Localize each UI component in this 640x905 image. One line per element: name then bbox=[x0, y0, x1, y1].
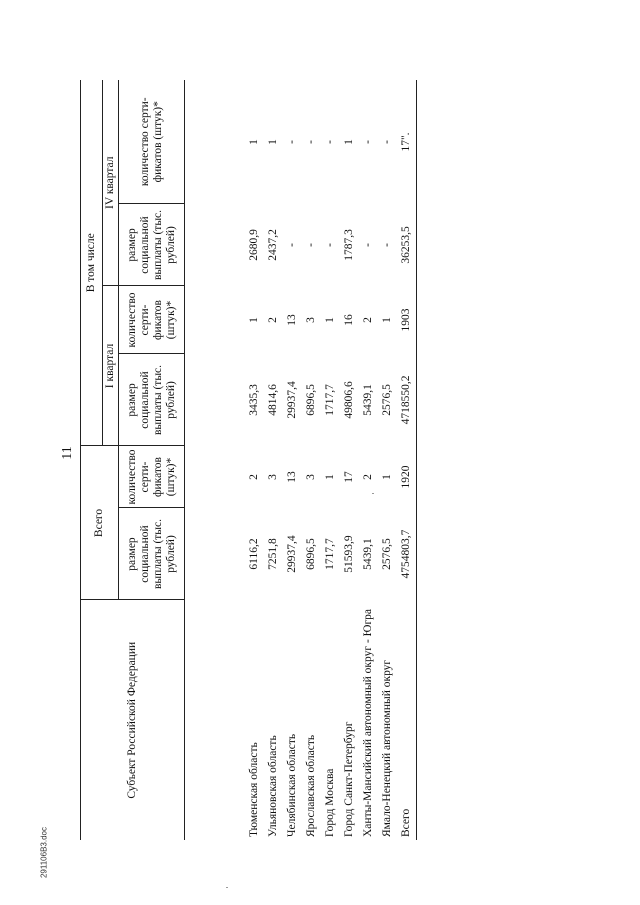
subject-name: Всего bbox=[397, 600, 417, 840]
subject-name: Тюменская область bbox=[248, 742, 260, 837]
total-payment: 51593,9 bbox=[343, 535, 355, 573]
total-payment: 7251,8 bbox=[267, 538, 279, 570]
q1-payment: 1717,7 bbox=[324, 384, 336, 416]
q4-header: IV квартал bbox=[103, 80, 119, 286]
table-row bbox=[245, 80, 264, 840]
q1-header: I квартал bbox=[103, 286, 119, 446]
table-header bbox=[81, 80, 185, 840]
subject-header: Субъект Российской Федерации bbox=[81, 600, 185, 840]
q1-certificates: 2 bbox=[267, 317, 279, 323]
q4-certificates: - bbox=[381, 140, 393, 144]
q4-certificates: 17". bbox=[397, 80, 417, 204]
subject-name: Ханты-Мансийский автономный округ - Югра bbox=[362, 608, 374, 837]
table-body bbox=[185, 80, 417, 840]
q1-certificates: 1 bbox=[324, 317, 336, 323]
total-certificates: 1 bbox=[381, 474, 393, 480]
table-row bbox=[321, 80, 340, 840]
q1-certificates: 1903 bbox=[397, 286, 417, 354]
subject-name: Челябинская область bbox=[286, 733, 298, 837]
q4-payment: - bbox=[381, 243, 393, 247]
q4-payment: - bbox=[324, 243, 336, 247]
q1-certificates: 1 bbox=[381, 317, 393, 323]
q4-certificates: 1 bbox=[343, 139, 355, 145]
table-row bbox=[378, 80, 397, 840]
total-certificates: 17 bbox=[343, 471, 355, 483]
table-row bbox=[302, 80, 321, 840]
total-certificates: 1920 bbox=[397, 446, 417, 508]
q4-payment: 36253,5 bbox=[397, 204, 417, 286]
q1-payment: 6896,5 bbox=[305, 384, 317, 416]
q1-payment: 3435,3 bbox=[248, 384, 260, 416]
q1-certificates: 1 bbox=[248, 317, 260, 323]
total-payment: 6896,5 bbox=[305, 538, 317, 570]
q1-payment-header: размер социальной выплаты (тыс. рублей) bbox=[119, 354, 185, 446]
q4-certificates-header: количество серти-фикатов (штук)* bbox=[119, 80, 185, 204]
table-row bbox=[283, 80, 302, 840]
q4-payment: 2437,2 bbox=[267, 229, 279, 261]
q1-certificates: 2 bbox=[362, 317, 374, 323]
q4-payment-header: размер социальной выплаты (тыс. рублей) bbox=[119, 204, 185, 286]
subject-name: Ямало-Ненецкий автономный округ bbox=[381, 659, 393, 837]
total-certificates-header: количество серти-фикатов (штук)* bbox=[119, 446, 185, 508]
total-payment: 5439,1 bbox=[362, 538, 374, 570]
q1-payment: 4718550,2 bbox=[397, 354, 417, 446]
table-row bbox=[359, 80, 378, 840]
q1-payment: 49806,6 bbox=[343, 381, 355, 419]
q4-certificates: - bbox=[362, 140, 374, 144]
q4-certificates: - bbox=[324, 140, 336, 144]
subject-name: Город Москва bbox=[324, 768, 336, 837]
total-payment: 6116,2 bbox=[248, 538, 260, 570]
subject-name: Город Санкт-Петербург bbox=[343, 721, 355, 837]
q4-payment: 2680,9 bbox=[248, 229, 260, 261]
total-payment: 1717,7 bbox=[324, 538, 336, 570]
q4-payment: - bbox=[305, 243, 317, 247]
of-which-header: В том числе bbox=[81, 80, 103, 446]
q1-payment: 29937,4 bbox=[286, 381, 298, 419]
rotated-table-region bbox=[80, 80, 550, 840]
q1-payment: 2576,5 bbox=[381, 384, 393, 416]
footer-code: 291106B3.doc bbox=[39, 827, 49, 879]
total-certificates: 13 bbox=[286, 471, 298, 483]
q4-certificates: - bbox=[286, 140, 298, 144]
q4-certificates: 1 bbox=[267, 139, 279, 145]
subject-name: Ульяновская область bbox=[267, 735, 279, 837]
q1-certificates: 13 bbox=[286, 314, 298, 326]
q1-certificates-header: количество серти-фикатов (штук)* bbox=[119, 286, 185, 354]
table-row bbox=[340, 80, 359, 840]
q4-certificates: 1 bbox=[248, 139, 260, 145]
total-header: Всего bbox=[81, 446, 119, 600]
q1-payment: 4814,6 bbox=[267, 384, 279, 416]
q4-certificates: - bbox=[305, 140, 317, 144]
total-payment-header: размер социальной выплаты (тыс. рублей) bbox=[119, 508, 185, 600]
q4-payment: - bbox=[362, 243, 374, 247]
subject-name: Ярославская область bbox=[305, 734, 317, 837]
certificates-table bbox=[80, 80, 417, 840]
q1-certificates: 16 bbox=[343, 314, 355, 326]
table-row bbox=[264, 80, 283, 840]
total-payment: 29937,4 bbox=[286, 535, 298, 573]
total-certificates: 2 bbox=[362, 474, 374, 480]
total-payment: 2576,5 bbox=[381, 538, 393, 570]
total-certificates: 3 bbox=[305, 474, 317, 480]
total-certificates: 1 bbox=[324, 474, 336, 480]
scan-speck bbox=[372, 493, 374, 494]
q1-certificates: 3 bbox=[305, 317, 317, 323]
total-certificates: 2 bbox=[248, 474, 260, 480]
page-number: 11 bbox=[60, 446, 75, 460]
scan-speck bbox=[226, 887, 228, 888]
total-certificates: 3 bbox=[267, 474, 279, 480]
q4-payment: 1787,3 bbox=[343, 229, 355, 261]
table-row-total bbox=[397, 80, 417, 840]
q4-payment: - bbox=[286, 243, 298, 247]
total-payment: 4754803,7 bbox=[397, 508, 417, 600]
q1-payment: 5439,1 bbox=[362, 384, 374, 416]
